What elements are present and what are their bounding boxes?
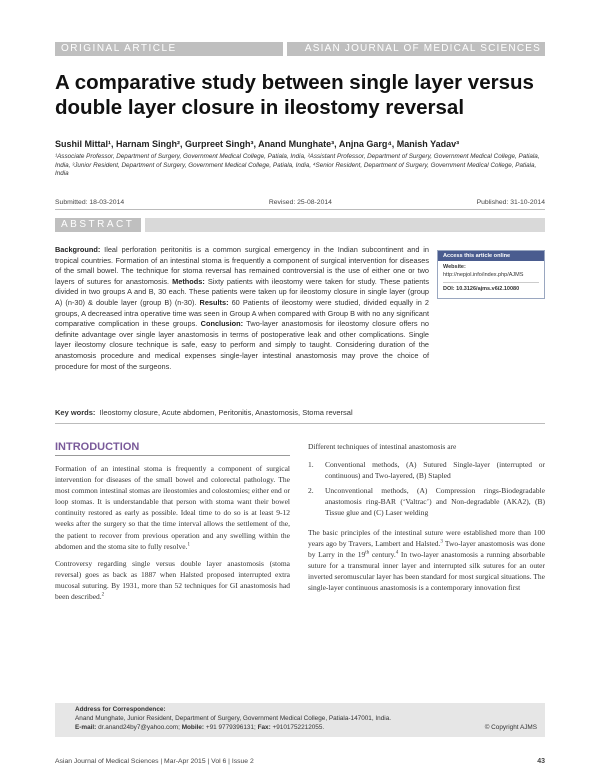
conclusion-text: Two-layer anastomosis for ileostomy closure offers no definite advantage over single layer anastomosis in terms of postoperative leak and other complications. Single layer ileostomy closure technique is safe, easy to perform and simply to taught. Considering duration of the anastomosis procedure and medical expenses single-layer intestinal anastomosis may prove the choice of procedure for most of the surgeons. [55, 319, 430, 371]
fax-number: +9101752212055. [272, 723, 325, 731]
reference-marker[interactable]: 4 [395, 550, 399, 556]
background-label: Background: [55, 245, 101, 254]
doi-label: DOI: [443, 286, 455, 292]
paragraph: Formation of an intestinal stoma is frequently a component of surgical intervention for diseases of the small bowel and colorectal pathology. The most common intestinal stomas are ileostomies and colostomies; either end or loop stomas. It is understandable that person with stoma want their bowel continuity restored as early as possible. Ideal time to do so is at least 9-12 weeks after the surgery so that the time interval allows the settlement of the, the patient to recover from previous operation and any swelling within the abdomen and the stoma site to fully resolve.$^1$ [55, 464, 290, 551]
keywords-text: Ileostomy closure, Acute abdomen, Peritonitis, Anastomosis, Stoma reversal [99, 408, 353, 417]
results-label: Results: [199, 297, 229, 307]
article-header [55, 42, 545, 56]
revised-date: Revised: 25-08-2014 [268, 199, 332, 206]
abstract-text [55, 245, 429, 372]
access-heading: Access this article online [438, 251, 544, 261]
keywords-label: Key words: [55, 408, 96, 417]
correspondence-address: Anand Munghate, Junior Resident, Department of Surgery, Government Medical College, Patiala-147001, India. [75, 714, 392, 722]
mobile-number: +91 9779396131; [205, 723, 256, 731]
access-online-box [437, 250, 545, 299]
email-link[interactable]: dr.anand24by7@yahoo.com; [98, 723, 180, 731]
journal-name: ASIAN JOURNAL OF MEDICAL SCIENCES [287, 42, 545, 56]
abstract-header-bar [145, 218, 545, 232]
paragraph: The basic principles of the intestinal suture were established more than 100 years ago by Travers, Lambert and Halsted.$^3$ Two-layer anastomosis was done by Larry in the 19th century.$^4$ In two-layer anastomosis a running absorbable suture for a transmural inner layer and interrupted silk sutures for an outer inverted seromuscular layer has been standard for most surgical situations. The single-layer continuous anastomosis is a contemporary innovation first [308, 527, 545, 593]
reference-marker[interactable]: 3 [440, 539, 443, 545]
conclusion-label: Conclusion: [200, 319, 244, 329]
keywords [55, 408, 545, 417]
doi-link[interactable]: 10.3126/ajms.v6i2.10080 [456, 286, 520, 292]
right-column [308, 441, 545, 600]
article-category: ORIGINAL ARTICLE [55, 42, 283, 56]
background-text: Ileal perforation peritonitis is a common surgical emergency in the Indian subcontinent and in tropical countries. Formation of an intestinal stoma is frequently a component of surgical intervention for diseases of the small bowel. The technique for stoma reversal has remained controversial is the use of either one or two layers of sutures for anastomosis. [55, 245, 429, 286]
reference-marker[interactable]: 1 [187, 542, 190, 548]
divider [55, 455, 290, 456]
list-item: 1. Conventional methods, (A) Sutured Single-layer (interrupted or continuous) and Two-layered, (B) Stapled [308, 460, 545, 481]
list-item: 2. Unconventional methods, (A) Compression rings-Biodegradable anastomosis ring-BAR (‘Valtrac’) and Non-degradable (AKA2), (B) Tissue glue and (C) Laser welding [308, 486, 545, 518]
abstract-header [55, 218, 545, 232]
reference-marker[interactable]: 2 [101, 592, 105, 598]
results-text: 60 Patients of ileostomy were studied, divided equally in 2 groups, A decreased intra operative time was seen in Group A when compared with Group B with no any significant comparative complication in these groups. [55, 297, 430, 329]
page-footer [55, 758, 545, 765]
left-column [55, 463, 290, 608]
divider [55, 209, 545, 210]
paragraph: Different techniques of intestinal anastomosis are [308, 442, 457, 451]
divider [443, 282, 539, 283]
article-title: A comparative study between single layer versus double layer closure in ileostomy reversal [55, 71, 534, 119]
correspondence-label: Address for Correspondence: [75, 706, 166, 713]
published-date: Published: 31-10-2014 [476, 199, 545, 206]
methods-text: Sixty patients with ileostomy were taken for study. These patients divided in two groups A and B, 30 each. These patients were taken up for ileostomy closure in single layer (group A) (n-30) & double layer (group B) (n-30). [55, 276, 430, 307]
article-dates [55, 199, 545, 206]
section-heading-introduction: INTRODUCTION [55, 441, 140, 453]
website-label: Website: [443, 264, 466, 270]
paragraph: Controversy regarding single versus double layer anastomosis (stoma reversal) goes as back as 1887 when Halsted proposed interrupted extra mucosal suturing. By 1931, more than 52 techniques for GI anastomosis had been described.$^2$ [55, 558, 290, 602]
methods-label: Methods: [172, 276, 205, 286]
website-link[interactable]: http://nepjol.info/index.php/AJMS [443, 271, 524, 278]
submitted-date: Submitted: 18-03-2014 [55, 199, 125, 206]
abstract-label: ABSTRACT [55, 218, 141, 232]
author-list: Sushil Mittal¹, Harnam Singh², Gurpreet Singh³, Anand Munghate³, Anjna Garg⁴, Manish Yadav³ [55, 139, 460, 149]
correspondence-box: Address for Correspondence: Anand Munghate, Junior Resident, Department of Surgery, Government Medical College, Patiala-147001, India. E-mail: dr.anand24by7@yahoo.com; Mobile: +91 9779396131; Fax: +9101752212055. © Copyright AJMS [55, 703, 545, 737]
page-number: 43 [537, 758, 545, 765]
copyright: © Copyright AJMS [484, 724, 537, 732]
divider [55, 423, 545, 424]
footer-citation: Asian Journal of Medical Sciences | Mar-Apr 2015 | Vol 6 | Issue 2 [55, 758, 254, 765]
affiliations: ¹Associate Professor, Department of Surgery, Government Medical College, Patiala, India, ²Assistant Professor, Department of Surgery, Government Medical College, Patiala, India, ³Junior Resident, Department of Surgery, Government Medical College, Patiala, India, ⁴Senior Resident, Department of Surgery, Government Medical College, Patiala, India [55, 153, 540, 178]
technique-list [308, 459, 545, 518]
